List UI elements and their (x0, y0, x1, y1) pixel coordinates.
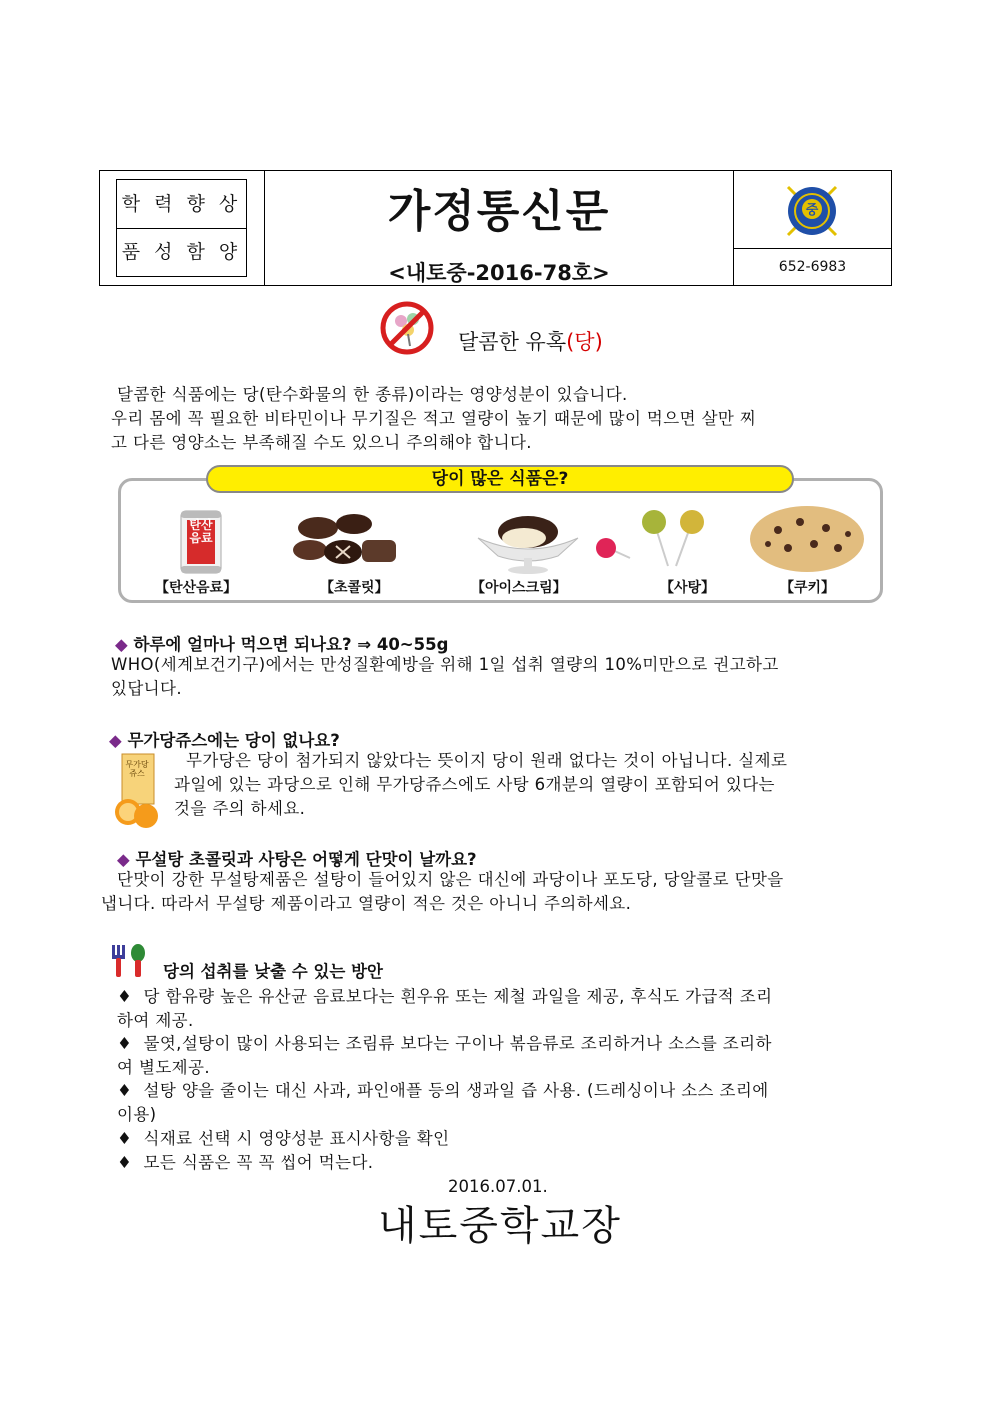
no-candy-icon (380, 301, 434, 355)
contact-cell (733, 171, 891, 285)
cookie-icon (748, 504, 866, 574)
page-title: 가정통신문 (387, 186, 611, 237)
answer-1-line-2: 있답니다. (111, 679, 183, 698)
tip-3-line-1: 설탕 양을 줄이는 대신 사과, 파인애플 등의 생과일 즙 사용. (드레싱이나 소스 조리에 (143, 1081, 769, 1100)
tip-3 (117, 1079, 769, 1103)
chocolates-icon (288, 508, 402, 574)
answer-3-line-2: 냅니다. 따라서 무설탕 제품이라고 열량이 적은 것은 아니니 주의하세요. (101, 894, 632, 913)
issue-number: <내토중-2016-78호> (388, 261, 610, 285)
school-emblem-icon (780, 179, 844, 241)
tip-2-line-1: 물엿,설탕이 많이 사용되는 조림류 보다는 구이나 볶음류로 조리하거나 소스를 조리하 (143, 1034, 772, 1053)
title-cell (265, 171, 733, 285)
motto-box (116, 179, 247, 277)
answer-2-line-3: 것을 주의 하세요. (174, 799, 306, 818)
food-label-cookie: 【쿠키】 (780, 580, 836, 596)
lollipop-icon (590, 508, 720, 576)
tip-2-line-2: 여 별도제공. (117, 1058, 210, 1077)
tip-4 (117, 1127, 450, 1151)
tip-bullet: ♦ (117, 1081, 133, 1100)
tip-3-line-2: 이용) (117, 1105, 157, 1124)
logo-cell (734, 171, 891, 249)
section-title-highlight: (당) (566, 330, 603, 354)
utensils-icon (110, 943, 150, 979)
answer-2-line-2: 과일에 있는 과당으로 인해 무가당쥬스에도 사탕 6개분의 열량이 포함되어 있다는 (174, 775, 775, 794)
motto-cell (100, 171, 265, 285)
intro-line-3: 고 다른 영양소는 부족해질 수도 있으니 주의해야 합니다. (111, 433, 532, 452)
answer-3-line-1: 단맛이 강한 무설탕제품은 설탕이 들어있지 않은 대신에 과당이나 포도당, 당알콜로 단맛을 (117, 870, 784, 889)
question-1 (115, 631, 448, 655)
tip-2 (117, 1032, 772, 1056)
question-2 (109, 727, 340, 751)
food-label-chocolate: 【초콜릿】 (320, 580, 389, 596)
issue-date: 2016.07.01. (448, 1177, 548, 1196)
motto-line-1: 학 력 향 상 (117, 180, 246, 229)
svg-text:중: 중 (805, 203, 819, 218)
tips-title: 당의 섭취를 낮출 수 있는 방안 (163, 962, 383, 981)
principal-signature: 내토중학교장 (378, 1203, 622, 1249)
banner-heading: 당이 많은 식품은? (206, 465, 794, 493)
tip-bullet: ♦ (117, 1034, 133, 1053)
tip-bullet: ♦ (117, 1129, 133, 1148)
section-title-text: 달콤한 유혹 (458, 330, 567, 354)
food-label-icecream: 【아이스크림】 (471, 580, 567, 596)
tip-1 (117, 985, 772, 1009)
header-table (99, 170, 892, 286)
question-3 (117, 846, 477, 870)
question-3-text: 무설탕 초콜릿과 사탕은 어떻게 단맛이 날까요? (135, 850, 477, 869)
juice-box-label: 무가당 쥬스 (125, 760, 149, 778)
tip-bullet: ♦ (117, 1153, 133, 1172)
section-title (458, 326, 603, 356)
can-label: 탄산음료 (189, 518, 213, 545)
ice-cream-icon (472, 508, 584, 574)
diamond-bullet: ◆ (117, 850, 130, 869)
motto-line-2: 품 성 함 양 (121, 241, 242, 263)
phone-number: 652-6983 (778, 259, 847, 275)
question-2-text: 무가당쥬스에는 당이 없나요? (127, 731, 340, 750)
tip-1-line-1: 당 함유량 높은 유산균 음료보다는 흰우유 또는 제철 과일을 제공, 후식도 가급적 조리 (143, 987, 773, 1006)
tip-4-line-1: 식재료 선택 시 영양성분 표시사항을 확인 (143, 1129, 450, 1148)
tip-5 (117, 1151, 373, 1175)
intro-line-1: 달콤한 식품에는 당(탄수화물의 한 종류)이라는 영양성분이 있습니다. (117, 385, 628, 404)
tip-bullet: ♦ (117, 987, 133, 1006)
intro-line-2: 우리 몸에 꼭 필요한 비타민이나 무기질은 적고 열량이 높기 때문에 많이 먹으면 살만 찌 (111, 409, 757, 428)
question-1-text: 하루에 얼마나 먹으면 되나요? ⇒ 40~55g (133, 635, 449, 654)
food-label-candy: 【사탕】 (660, 580, 716, 596)
answer-2-line-1: 무가당은 당이 첨가되지 않았다는 뜻이지 당이 원래 없다는 것이 아닙니다. 실제로 (186, 751, 788, 770)
answer-1-line-1: WHO(세계보건기구)에서는 만성질환예방을 위해 1일 섭취 열량의 10%미만으로 권고하고 (111, 655, 779, 674)
tip-5-line-1: 모든 식품은 꼭 꼭 씹어 먹는다. (143, 1153, 374, 1172)
diamond-bullet: ◆ (115, 635, 128, 654)
food-label-soda: 【탄산음료】 (155, 580, 238, 596)
diamond-bullet: ◆ (109, 731, 122, 750)
tip-1-line-2: 하여 제공. (117, 1011, 194, 1030)
